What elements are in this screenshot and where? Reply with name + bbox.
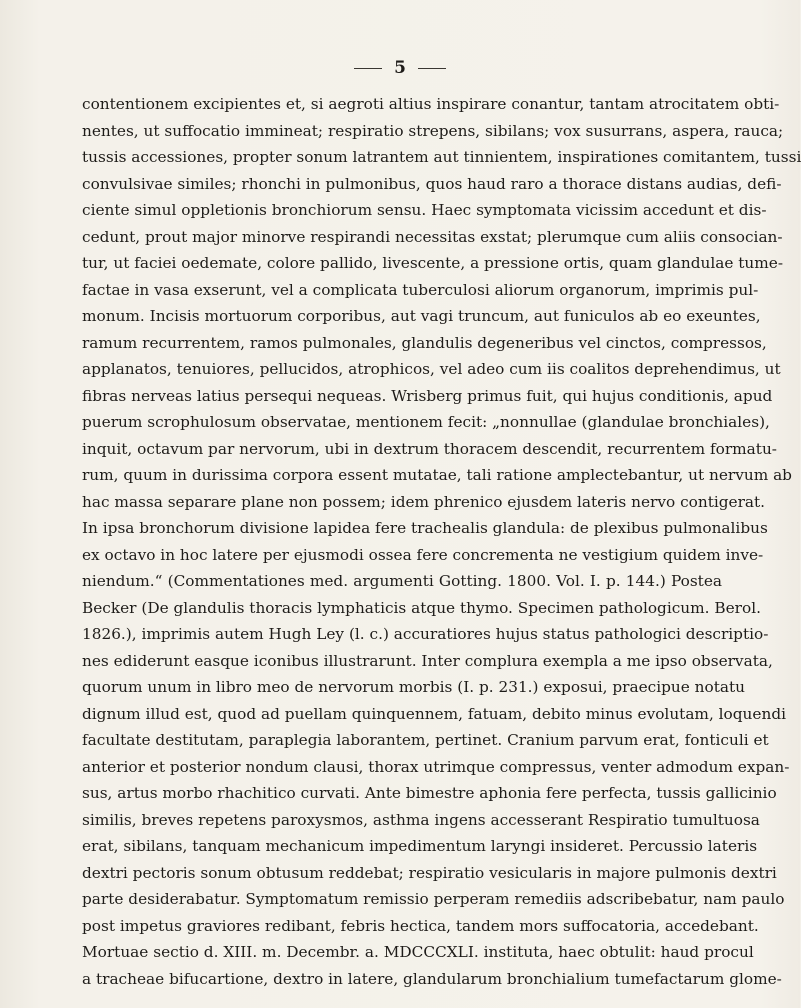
text-line: fibras nerveas latius persequi nequeas. Wrisberg primus fuit, qui hujus conditionis, apud bbox=[82, 386, 773, 405]
text-line: ex octavo in hoc latere per ejusmodi ossea fere concrementa ne vestigium quidem inve- bbox=[82, 545, 764, 564]
text-line: tussis accessiones, propter sonum latrantem aut tinnientem, inspirationes comitantem, tussi bbox=[82, 148, 801, 166]
text-line: erat, sibilans, tanquam mechanicum impedimentum laryngi insideret. Percussio lateris bbox=[82, 837, 758, 855]
text-line: niendum.“ (Commentationes med. argumenti Gotting. 1800. Vol. I. p. 144.) Postea bbox=[82, 572, 722, 590]
text-line: applanatos, tenuiores, pellucidos, atrophicos, vel adeo cum iis coalitos deprehendimus, ut bbox=[82, 360, 781, 378]
text-line: tur, ut faciei oedemate, colore pallido, livescente, a pressione ortis, quam glandulae tume- bbox=[82, 254, 783, 272]
text-line: 1826.), imprimis autem Hugh Ley (l. c.) accuratiores hujus status pathologici descriptio- bbox=[82, 625, 769, 643]
text-line: contentionem excipientes et, si aegroti altius inspirare conantur, tantam atrocitatem obti- bbox=[82, 95, 780, 113]
page-number: 5 bbox=[394, 58, 406, 78]
text-line: monum. Incisis mortuorum corporibus, aut vagi truncum, aut funiculos ab eo exeuntes, bbox=[82, 307, 761, 325]
text-line: post impetus graviores redibant, febris hectica, tandem mors suffocatoria, accedebant. bbox=[82, 916, 759, 935]
text-line: rum, quum in durissima corpora essent mutatae, tali ratione amplectebantur, ut nervum ab bbox=[82, 466, 792, 484]
left-rule bbox=[354, 68, 382, 69]
text-line: parte desiderabatur. Symptomatum remissio perperam remediis adscribebatur, nam paulo bbox=[82, 890, 785, 908]
body-text bbox=[82, 91, 801, 992]
text-line: dextri pectoris sonum obtusum reddebat; respiratio vesicularis in majore pulmonis dextri bbox=[82, 863, 777, 882]
text-line: similis, breves repetens paroxysmos, asthma ingens accesserant Respiratio tumultuosa bbox=[82, 810, 760, 829]
text-line: inquit, octavum par nervorum, ubi in dextrum thoracem descendit, recurrentem formatu- bbox=[82, 439, 777, 458]
text-line: sus, artus morbo rhachitico curvati. Ante bimestre aphonia fere perfecta, tussis gallicinio bbox=[82, 784, 777, 802]
text-line: a tracheae bifucartione, dextro in latere, glandularum bronchialium tumefactarum glome- bbox=[82, 969, 782, 988]
text-line: cedunt, prout major minorve respirandi necessitas exstat; plerumque cum aliis consocian- bbox=[82, 227, 783, 246]
text-line: factae in vasa exserunt, vel a complicata tuberculosi aliorum organorum, imprimis pul- bbox=[82, 280, 759, 299]
text-line: In ipsa bronchorum divisione lapidea fere trachealis glandula: de plexibus pulmonalibus bbox=[82, 519, 768, 537]
text-line: nentes, ut suffocatio immineat; respiratio strepens, sibilans; vox susurrans, aspera, rauca; bbox=[82, 121, 784, 140]
text-line: Mortuae sectio d. XIII. m. Decembr. a. MDCCCXLI. instituta, haec obtulit: haud procul bbox=[82, 943, 754, 961]
text-line: nes ediderunt easque iconibus illustrarunt. Inter complura exempla a me ipso observata, bbox=[82, 651, 773, 670]
text-line: ciente simul oppletionis bronchiorum sensu. Haec symptomata vicissim accedunt et dis- bbox=[82, 201, 767, 219]
right-rule bbox=[418, 68, 446, 69]
text-line: ramum recurrentem, ramos pulmonales, glandulis degeneribus vel cinctos, compressos, bbox=[82, 333, 767, 352]
text-line: facultate destitutam, paraplegia laborantem, pertinet. Cranium parvum erat, fonticuli et bbox=[82, 731, 769, 749]
text-line: quorum unum in libro meo de nervorum morbis (I. p. 231.) exposui, praecipue notatu bbox=[82, 678, 746, 696]
page-header bbox=[0, 58, 800, 78]
text-line: Becker (De glandulis thoracis lymphaticis atque thymo. Specimen pathologicum. Berol. bbox=[82, 598, 761, 617]
text-line: hac massa separare plane non possem; idem phrenico ejusdem lateris nervo contigerat. bbox=[82, 492, 766, 511]
text-line: puerum scrophulosum observatae, mentionem fecit: „nonnullae (glandulae bronchiales), bbox=[82, 413, 770, 431]
text-line: anterior et posterior nondum clausi, thorax utrimque compressus, venter admodum expan- bbox=[82, 757, 790, 776]
text-line: dignum illud est, quod ad puellam quinquennem, fatuam, debito minus evolutam, loquendi bbox=[82, 704, 787, 723]
text-line: convulsivae similes; rhonchi in pulmonibus, quos haud raro a thorace distans audias, defi- bbox=[82, 174, 782, 193]
